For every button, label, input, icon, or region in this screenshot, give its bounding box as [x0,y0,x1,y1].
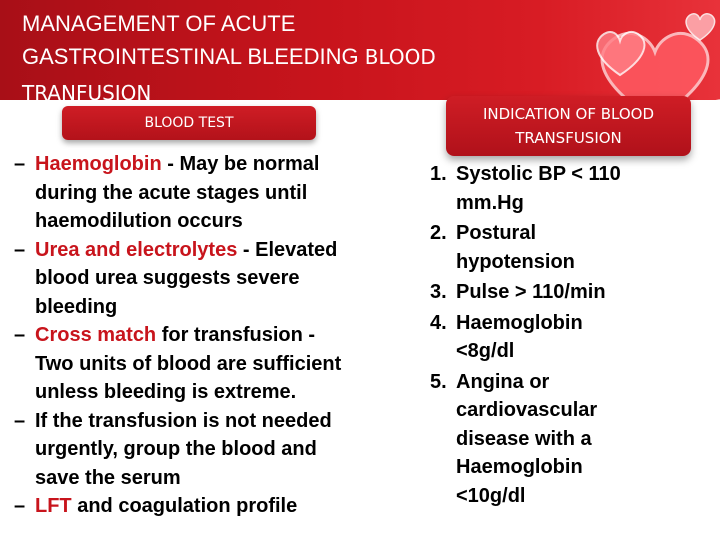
indication-label-line-1: INDICATION OF BLOOD [482,105,655,123]
bullet-dash: – [14,153,26,175]
item-line: <8g/dl [456,340,515,362]
bullet-dash: – [14,409,26,432]
item-line: Haemoglobin [456,456,583,478]
item-highlight: LFT [35,495,72,517]
item-line: Haemoglobin [456,311,583,334]
list-item [430,160,710,217]
indication-list [430,160,710,512]
item-line: Two units of blood are sufficient [35,352,342,375]
blood-test-label: BLOOD TEST [62,106,316,140]
bullet-dash: – [14,495,26,517]
page-title-line-3: TRANFUSION [22,81,152,105]
item-line: mm.Hg [456,191,524,214]
item-line: blood urea suggests severe [35,267,300,289]
item-line: haemodilution occurs [35,210,243,232]
list-item [430,309,710,366]
indication-label [446,96,691,156]
item-line: save the serum [35,466,181,489]
list-item [10,492,410,521]
page-title-line-1: MANAGEMENT OF ACUTE [22,11,296,36]
item-number: 2. [430,222,447,244]
page-title-line-2 [22,42,436,72]
item-number: 4. [430,311,447,334]
item-line: hypotension [456,250,575,273]
item-text: for transfusion - [156,324,316,346]
hearts-decoration-icon [560,0,720,100]
item-number: 1. [430,163,447,185]
item-text: - May be normal [161,153,320,175]
item-line: urgently, group the blood and [35,438,317,460]
item-text: - Elevated [237,238,338,261]
item-text: and coagulation profile [71,495,298,517]
item-highlight: Urea and electrolytes [35,238,238,261]
item-line: Systolic BP < 110 [456,163,621,185]
page-title-line-2-suffix: BLOOD [364,45,436,69]
item-number: 3. [430,281,447,303]
item-line: Pulse > 110/min [456,281,606,303]
item-line: <10g/dl [456,484,526,507]
list-item [430,368,710,511]
list-item [430,278,710,307]
list-item [10,236,410,322]
list-item [10,321,410,407]
item-line: cardiovascular [456,399,598,421]
item-line: during the acute stages until [35,181,308,204]
list-item [10,407,410,493]
bullet-dash: – [14,324,26,346]
item-line: disease with a [456,427,592,450]
item-line: Angina or [456,370,550,393]
list-item [10,150,410,236]
item-text: If the transfusion is not needed [35,409,332,432]
item-highlight: Cross match [35,324,157,346]
item-highlight: Haemoglobin [35,153,162,175]
item-number: 5. [430,370,447,393]
item-line: bleeding [35,295,118,318]
blood-test-list [10,150,410,540]
page-title-line-2-main: GASTROINTESTINAL BLEEDING [22,44,359,69]
bullet-dash: – [14,238,26,261]
list-item [430,219,710,276]
indication-label-line-2: TRANSFUSION [515,129,622,147]
item-line: unless bleeding is extreme. [35,381,297,403]
item-line: Postural [456,222,537,244]
